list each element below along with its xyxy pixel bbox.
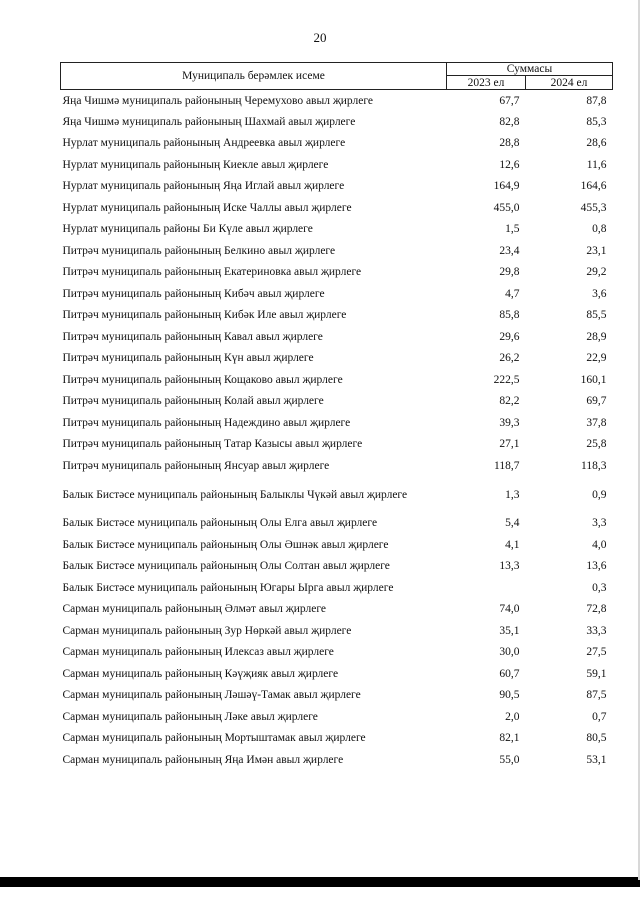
row-value-2024: 69,7 (586, 395, 607, 408)
row-value-2024: 3,3 (592, 517, 607, 530)
row-value-2024: 455,3 (580, 201, 607, 214)
row-value-2024: 80,5 (586, 732, 607, 745)
row-name: Питрәч муниципаль районының Надеждино авыл җирлеге (62, 416, 351, 429)
row-name: Яңа Чишмә муниципаль районының Шахмай авыл җирлеге (62, 115, 356, 128)
table-row (61, 154, 613, 176)
row-value-2024: 11,6 (586, 158, 607, 171)
table-row (61, 326, 613, 348)
table-row (61, 176, 613, 198)
row-name: Питрәч муниципаль районының Кощаково авыл җирлеге (62, 373, 343, 386)
row-name: Яңа Чишмә муниципаль районының Черемухово авыл җирлеге (62, 94, 374, 107)
table-row (61, 412, 613, 434)
table-row (61, 706, 613, 728)
row-name: Питрәч муниципаль районының Кавал авыл җирлеге (62, 330, 323, 343)
row-value-2023: 118,7 (494, 459, 520, 472)
header-municipality: Муниципаль берәмлек исеме (61, 63, 447, 90)
row-name: Сарман муниципаль районының Зур Нөркәй авыл җирлеге (62, 624, 352, 637)
table-row (61, 728, 613, 750)
row-value-2023: 5,4 (505, 517, 520, 530)
table-row (61, 556, 613, 578)
row-value-2023: 82,2 (499, 395, 520, 408)
row-value-2023: 455,0 (493, 201, 520, 214)
table-row (61, 391, 613, 413)
row-value-2024: 59,1 (586, 667, 607, 680)
row-value-2023: 74,0 (499, 603, 520, 616)
row-value-2024: 22,9 (586, 352, 607, 365)
row-name: Питрәч муниципаль районының Екатериновка авыл җирлеге (62, 266, 362, 279)
header-year-2024: 2024 ел (526, 76, 613, 90)
row-name: Балык Бистәсе муниципаль районының Югары Ырга авыл җирлеге (62, 581, 394, 594)
header-amount-group: Суммасы (447, 63, 613, 76)
table-row (61, 599, 613, 621)
row-value-2024: 28,6 (586, 137, 607, 150)
row-value-2024: 27,5 (586, 646, 607, 659)
row-value-2024: 0,8 (592, 223, 607, 236)
row-value-2023: 60,7 (499, 667, 520, 680)
row-name: Сарман муниципаль районының Әлмәт авыл җирлеге (62, 603, 327, 616)
row-value-2023: 29,6 (499, 330, 520, 343)
row-value-2023: 4,7 (505, 287, 520, 300)
row-value-2024: 0,7 (592, 710, 607, 723)
row-name: Питрәч муниципаль районының Күн авыл җирлеге (62, 352, 314, 365)
row-name: Сарман муниципаль районының Мортыштамак авыл җирлеге (62, 732, 366, 745)
row-value-2023: 13,3 (499, 560, 520, 573)
table-row (61, 369, 613, 391)
header-year-2023: 2023 ел (447, 76, 526, 90)
table-row (61, 262, 613, 284)
scan-edge-bar (0, 877, 640, 887)
table-row (61, 620, 613, 642)
row-value-2023: 4,1 (505, 538, 520, 551)
table-row (61, 240, 613, 262)
row-value-2023: 23,4 (499, 244, 520, 257)
row-name: Сарман муниципаль районының Илексаз авыл җирлеге (62, 646, 334, 659)
row-value-2023: 12,6 (499, 158, 520, 171)
row-name: Сарман муниципаль районының Ләшәү-Тамак авыл җирлеге (62, 689, 361, 702)
table-row (61, 513, 613, 535)
row-name: Нурлат муниципаль районының Киекле авыл җирлеге (62, 158, 329, 171)
row-value-2024: 164,6 (580, 180, 607, 193)
row-value-2024: 29,2 (586, 266, 607, 279)
row-value-2023: 26,2 (499, 352, 520, 365)
row-value-2023: 35,1 (499, 624, 520, 637)
table-row (61, 90, 613, 112)
row-name: Питрәч муниципаль районының Колай авыл җирлеге (62, 395, 324, 408)
row-name: Питрәч муниципаль районының Татар Казысы авыл җирлеге (62, 438, 363, 451)
row-value-2024: 87,8 (586, 94, 607, 107)
page-number: 20 (313, 30, 327, 45)
row-value-2023: 2,0 (505, 710, 520, 723)
table-row (61, 133, 613, 155)
row-value-2023: 39,3 (499, 416, 520, 429)
row-name: Балык Бистәсе муниципаль районының Олы Әшнәк авыл җирлеге (62, 538, 389, 551)
row-name: Сарман муниципаль районының Кәүҗияк авыл җирлеге (62, 667, 339, 680)
row-value-2023: 55,0 (499, 753, 520, 766)
row-name: Питрәч муниципаль районының Белкино авыл җирлеге (62, 244, 336, 257)
table-row (61, 477, 613, 513)
table-row (61, 642, 613, 664)
row-name: Балык Бистәсе муниципаль районының Балыклы Чүкәй авыл җирлеге (62, 488, 408, 501)
row-value-2023: 85,8 (499, 309, 520, 322)
row-name: Сарман муниципаль районының Яңа Имән авыл җирлеге (62, 753, 344, 766)
row-name: Нурлат муниципаль районы Би Күле авыл җирлеге (62, 223, 313, 236)
row-name: Нурлат муниципаль районының Андреевка авыл җирлеге (62, 137, 346, 150)
table-row (61, 197, 613, 219)
row-value-2024: 160,1 (580, 373, 607, 386)
row-value-2023 (447, 577, 526, 599)
row-name: Питрәч муниципаль районының Кибәч авыл җирлеге (62, 287, 325, 300)
row-value-2023: 82,1 (499, 732, 520, 745)
row-value-2023: 1,3 (505, 488, 520, 501)
row-name: Балык Бистәсе муниципаль районының Олы Елга авыл җирлеге (62, 517, 378, 530)
row-value-2023: 30,0 (499, 646, 520, 659)
row-value-2024: 13,6 (586, 560, 607, 573)
row-value-2024: 4,0 (592, 538, 607, 551)
row-value-2024: 85,3 (586, 115, 607, 128)
row-name: Питрәч муниципаль районының Янсуар авыл җирлеге (62, 459, 330, 472)
table-row (61, 305, 613, 327)
table-body (61, 90, 613, 771)
row-name: Сарман муниципаль районының Ләке авыл җирлеге (62, 710, 318, 723)
row-value-2023: 90,5 (499, 689, 520, 702)
row-value-2024: 118,3 (581, 459, 607, 472)
row-name: Питрәч муниципаль районының Кибәк Иле авыл җирлеге (62, 309, 347, 322)
row-value-2024: 28,9 (586, 330, 607, 343)
row-value-2023: 27,1 (499, 438, 520, 451)
row-value-2023: 82,8 (499, 115, 520, 128)
table-row (61, 577, 613, 599)
row-value-2024: 23,1 (586, 244, 607, 257)
table-row (61, 663, 613, 685)
row-value-2024: 0,3 (592, 581, 607, 594)
table-row (61, 534, 613, 556)
row-value-2024: 33,3 (586, 624, 607, 637)
row-value-2024: 87,5 (586, 689, 607, 702)
row-name: Нурлат муниципаль районының Яңа Иглай авыл җирлеге (62, 180, 345, 193)
row-value-2024: 25,8 (586, 438, 607, 451)
row-value-2023: 164,9 (493, 180, 520, 193)
row-value-2024: 37,8 (586, 416, 607, 429)
table-row (61, 749, 613, 771)
row-value-2024: 85,5 (586, 309, 607, 322)
row-value-2024: 3,6 (592, 287, 607, 300)
row-name: Нурлат муниципаль районының Иске Чаллы авыл җирлеге (62, 201, 352, 214)
row-value-2024: 72,8 (586, 603, 607, 616)
subsidy-table (60, 62, 613, 771)
row-value-2023: 29,8 (499, 266, 520, 279)
row-value-2023: 67,7 (499, 94, 520, 107)
row-value-2023: 28,8 (499, 137, 520, 150)
table-row (61, 348, 613, 370)
row-value-2023: 1,5 (505, 223, 520, 236)
row-value-2023: 222,5 (493, 373, 520, 386)
table-row (61, 685, 613, 707)
row-name: Балык Бистәсе муниципаль районының Олы Солтан авыл җирлеге (62, 560, 390, 573)
table-row (61, 283, 613, 305)
table-row (61, 111, 613, 133)
table-row (61, 434, 613, 456)
table-row (61, 455, 613, 477)
row-value-2024: 0,9 (592, 488, 607, 501)
table-row (61, 219, 613, 241)
row-value-2024: 53,1 (586, 753, 607, 766)
